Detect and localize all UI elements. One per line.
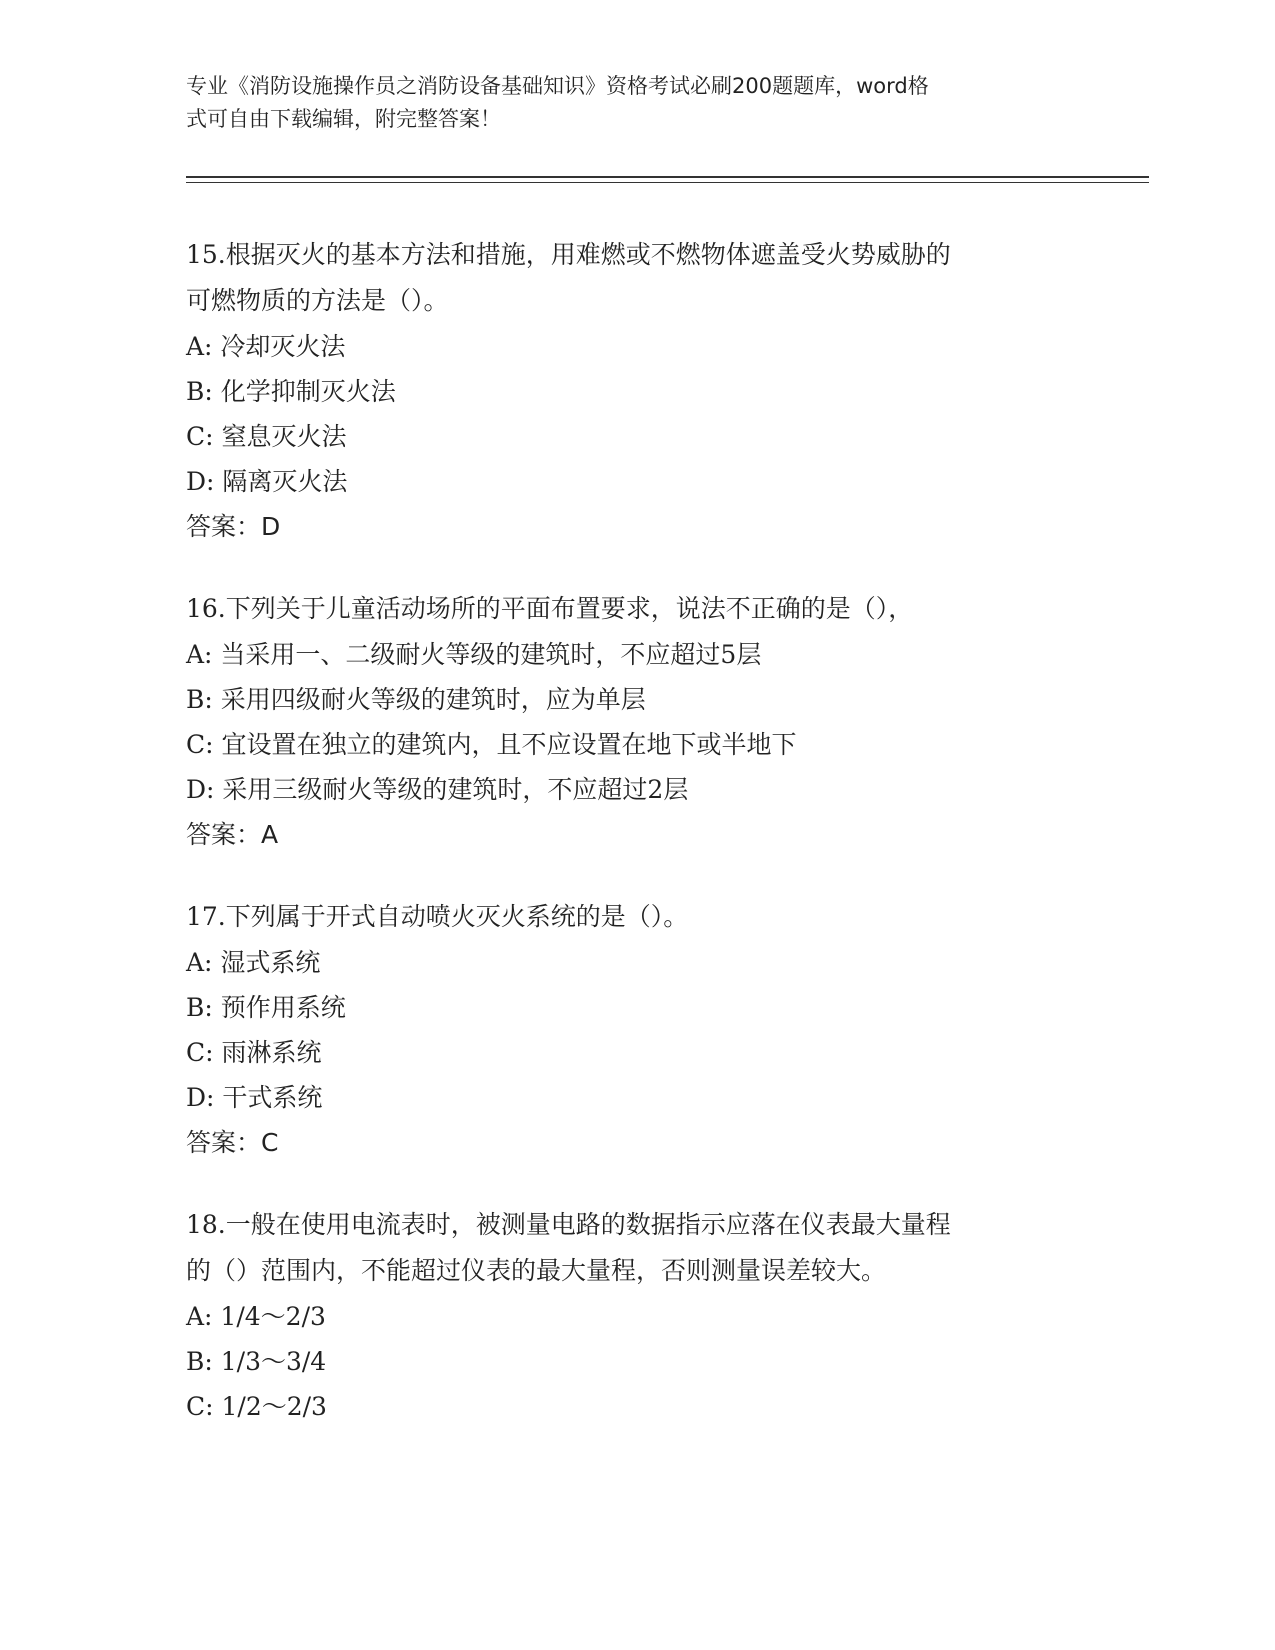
answer-option: B: 采用四级耐火等级的建筑时，应为单层: [186, 685, 646, 714]
header-line-1: 专业《消防设施操作员之消防设备基础知识》资格考试必刷200题题库，word格: [186, 74, 929, 98]
answer-option: B: 化学抑制灭火法: [186, 377, 396, 406]
header-divider: [186, 176, 1149, 183]
answer-option: D: 干式系统: [186, 1083, 323, 1112]
answer-key: 答案：A: [186, 820, 279, 849]
question-stem-line: 16.下列关于儿童活动场所的平面布置要求，说法不正确的是（），: [186, 594, 914, 623]
question-stem-line: 15.根据灭火的基本方法和措施，用难燃或不燃物体遮盖受火势威胁的: [186, 240, 951, 269]
answer-option: A: 冷却灭火法: [186, 332, 346, 361]
answer-option: A: 1/4～2/3: [186, 1302, 326, 1331]
answer-key: 答案：D: [186, 512, 281, 541]
answer-option: C: 1/2～2/3: [186, 1392, 327, 1421]
answer-option: B: 1/3～3/4: [186, 1347, 327, 1376]
answer-option: C: 雨淋系统: [186, 1038, 322, 1067]
question-block: [186, 894, 1146, 1165]
question-stem-line: 18.一般在使用电流表时，被测量电路的数据指示应落在仪表最大量程: [186, 1210, 951, 1239]
document-header: [186, 70, 1066, 136]
answer-option: A: 湿式系统: [186, 948, 321, 977]
answer-key: 答案：C: [186, 1128, 279, 1157]
question-block: [186, 232, 1146, 549]
header-line-2: 式可自由下载编辑，附完整答案！: [186, 107, 501, 131]
answer-option: D: 隔离灭火法: [186, 467, 348, 496]
answer-option: C: 宜设置在独立的建筑内，且不应设置在地下或半地下: [186, 730, 797, 759]
question-list: [186, 232, 1146, 1466]
answer-option: C: 窒息灭火法: [186, 422, 347, 451]
answer-option: A: 当采用一、二级耐火等级的建筑时，不应超过5层: [186, 640, 762, 669]
answer-option: D: 采用三级耐火等级的建筑时，不应超过2层: [186, 775, 689, 804]
question-stem-line: 17.下列属于开式自动喷火灭火系统的是（）。: [186, 902, 689, 931]
question-stem-line: 的（）范围内，不能超过仪表的最大量程，否则测量误差较大。: [186, 1256, 887, 1285]
question-stem-line: 可燃物质的方法是（）。: [186, 286, 449, 315]
question-block: [186, 1202, 1146, 1429]
answer-option: B: 预作用系统: [186, 993, 346, 1022]
question-block: [186, 586, 1146, 857]
